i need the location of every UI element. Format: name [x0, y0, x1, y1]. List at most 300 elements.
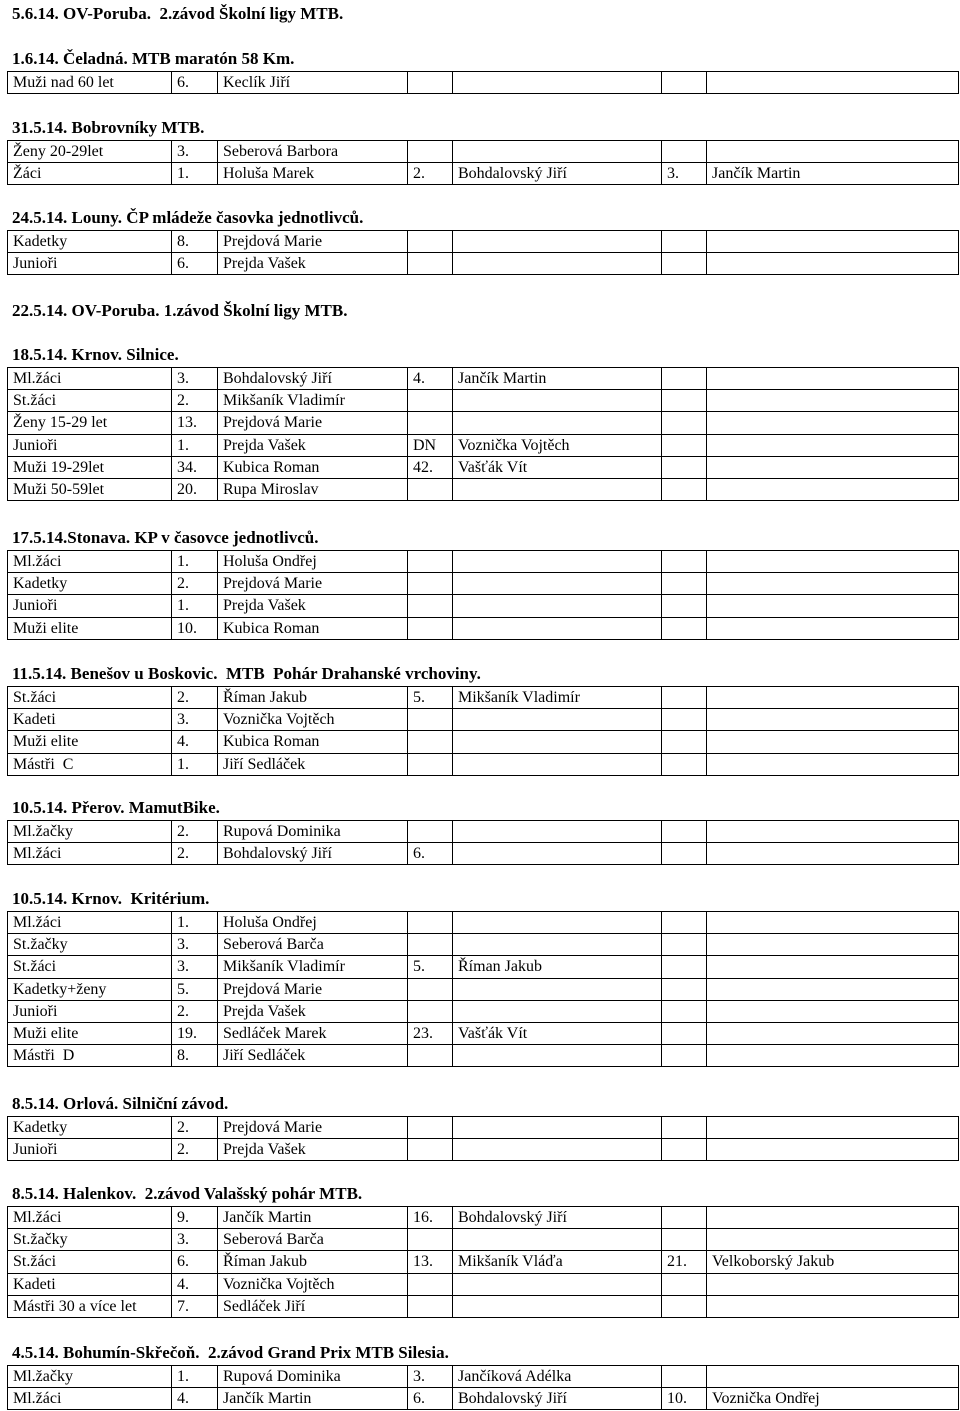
name-3-cell — [707, 434, 959, 456]
place-3-cell — [662, 1366, 707, 1388]
name-2-cell — [453, 1273, 662, 1295]
place-2-cell: 16. — [408, 1207, 453, 1229]
place-1-cell: 19. — [172, 1022, 218, 1044]
category-cell: Kadeti — [8, 709, 172, 731]
event-heading: 24.5.14. Louny. ČP mládeže časovka jednotlivců. — [12, 208, 364, 227]
category-cell: Kadetky — [8, 1117, 172, 1139]
name-3-cell — [707, 1045, 959, 1067]
name-2-cell: Bohdalovský Jiří — [453, 1207, 662, 1229]
category-cell: Muži 50-59let — [8, 478, 172, 500]
place-3-cell — [662, 390, 707, 412]
name-1-cell: Rupová Dominika — [218, 821, 408, 843]
category-cell: Mástři D — [8, 1045, 172, 1067]
name-3-cell — [707, 253, 959, 275]
place-3-cell — [662, 1139, 707, 1161]
event-heading: 10.5.14. Přerov. MamutBike. — [12, 798, 220, 817]
name-3-cell — [707, 753, 959, 775]
name-2-cell — [453, 231, 662, 253]
place-3-cell — [662, 456, 707, 478]
name-3-cell — [707, 72, 959, 94]
name-2-cell — [453, 731, 662, 753]
place-2-cell — [408, 1139, 453, 1161]
place-1-cell: 3. — [172, 141, 218, 163]
event-heading: 8.5.14. Halenkov. 2.závod Valašský pohár MTB. — [12, 1184, 363, 1203]
place-1-cell: 4. — [172, 731, 218, 753]
place-3-cell — [662, 434, 707, 456]
place-3-cell — [662, 912, 707, 934]
place-2-cell: 4. — [408, 368, 453, 390]
name-3-cell — [707, 478, 959, 500]
place-1-cell: 2. — [172, 390, 218, 412]
name-1-cell: Kubica Roman — [218, 456, 408, 478]
results-table — [7, 71, 959, 94]
name-1-cell: Prejda Vašek — [218, 1139, 408, 1161]
place-1-cell: 5. — [172, 978, 218, 1000]
name-2-cell: Bohdalovský Jiří — [453, 1388, 662, 1410]
category-cell: Junioři — [8, 1139, 172, 1161]
place-2-cell — [408, 551, 453, 573]
place-2-cell: 6. — [408, 843, 453, 865]
name-2-cell — [453, 709, 662, 731]
table-row — [8, 687, 959, 709]
place-2-cell — [408, 1295, 453, 1317]
name-1-cell: Kubica Roman — [218, 731, 408, 753]
place-2-cell: 3. — [408, 1366, 453, 1388]
name-3-cell — [707, 1207, 959, 1229]
place-2-cell: 13. — [408, 1251, 453, 1273]
name-2-cell — [453, 1000, 662, 1022]
name-2-cell — [453, 753, 662, 775]
table-row — [8, 956, 959, 978]
category-cell: Kadetky+ženy — [8, 978, 172, 1000]
name-3-cell — [707, 412, 959, 434]
place-2-cell — [408, 478, 453, 500]
category-cell: Mástři C — [8, 753, 172, 775]
name-3-cell — [707, 843, 959, 865]
place-3-cell — [662, 1295, 707, 1317]
name-3-cell — [707, 1273, 959, 1295]
place-3-cell: 21. — [662, 1251, 707, 1273]
name-2-cell: Vašťák Vít — [453, 456, 662, 478]
category-cell: Junioři — [8, 1000, 172, 1022]
category-cell: St.žačky — [8, 934, 172, 956]
name-3-cell — [707, 551, 959, 573]
category-cell: Mástři 30 a více let — [8, 1295, 172, 1317]
place-3-cell — [662, 1022, 707, 1044]
place-1-cell: 2. — [172, 1139, 218, 1161]
name-3-cell — [707, 390, 959, 412]
table-row — [8, 368, 959, 390]
place-2-cell — [408, 595, 453, 617]
table-row — [8, 595, 959, 617]
place-1-cell: 6. — [172, 1251, 218, 1273]
table-row — [8, 1251, 959, 1273]
name-1-cell: Říman Jakub — [218, 1251, 408, 1273]
name-1-cell: Prejdová Marie — [218, 231, 408, 253]
place-2-cell — [408, 731, 453, 753]
name-1-cell: Kubica Roman — [218, 617, 408, 639]
place-1-cell: 1. — [172, 912, 218, 934]
table-row — [8, 709, 959, 731]
place-1-cell: 3. — [172, 956, 218, 978]
name-2-cell: Jančíková Adélka — [453, 1366, 662, 1388]
table-row — [8, 253, 959, 275]
name-1-cell: Prejda Vašek — [218, 253, 408, 275]
place-3-cell — [662, 551, 707, 573]
name-1-cell: Holuša Ondřej — [218, 551, 408, 573]
name-2-cell — [453, 412, 662, 434]
name-3-cell — [707, 231, 959, 253]
name-3-cell — [707, 1117, 959, 1139]
results-table — [7, 140, 959, 185]
place-2-cell — [408, 1117, 453, 1139]
place-3-cell — [662, 934, 707, 956]
results-table — [7, 1365, 959, 1410]
category-cell: Ml.žáci — [8, 368, 172, 390]
name-3-cell — [707, 141, 959, 163]
name-1-cell: Jiří Sedláček — [218, 753, 408, 775]
name-1-cell: Seberová Barbora — [218, 141, 408, 163]
results-table — [7, 911, 959, 1067]
place-3-cell: 3. — [662, 163, 707, 185]
place-2-cell: 2. — [408, 163, 453, 185]
table-row — [8, 456, 959, 478]
table-row — [8, 1207, 959, 1229]
table-row — [8, 912, 959, 934]
results-table — [7, 1206, 959, 1318]
place-3-cell: 10. — [662, 1388, 707, 1410]
table-row — [8, 390, 959, 412]
name-2-cell: Říman Jakub — [453, 956, 662, 978]
table-row — [8, 978, 959, 1000]
place-2-cell: 5. — [408, 956, 453, 978]
name-2-cell — [453, 390, 662, 412]
place-1-cell: 8. — [172, 1045, 218, 1067]
table-row — [8, 1117, 959, 1139]
name-3-cell: Jančík Martin — [707, 163, 959, 185]
place-3-cell — [662, 731, 707, 753]
category-cell: Kadetky — [8, 231, 172, 253]
name-3-cell — [707, 1229, 959, 1251]
name-1-cell: Bohdalovský Jiří — [218, 368, 408, 390]
name-2-cell — [453, 978, 662, 1000]
name-1-cell: Prejdová Marie — [218, 978, 408, 1000]
place-3-cell — [662, 1273, 707, 1295]
name-1-cell: Prejda Vašek — [218, 595, 408, 617]
table-row — [8, 573, 959, 595]
name-1-cell: Keclík Jiří — [218, 72, 408, 94]
place-2-cell — [408, 821, 453, 843]
table-row — [8, 753, 959, 775]
place-2-cell: 5. — [408, 687, 453, 709]
category-cell: Ml.žáci — [8, 1207, 172, 1229]
place-2-cell — [408, 753, 453, 775]
name-1-cell: Voznička Vojtěch — [218, 709, 408, 731]
place-2-cell — [408, 253, 453, 275]
table-row — [8, 617, 959, 639]
place-3-cell — [662, 368, 707, 390]
name-3-cell — [707, 1139, 959, 1161]
name-2-cell — [453, 617, 662, 639]
name-3-cell — [707, 709, 959, 731]
place-1-cell: 20. — [172, 478, 218, 500]
name-2-cell — [453, 1139, 662, 1161]
place-3-cell — [662, 72, 707, 94]
place-3-cell — [662, 573, 707, 595]
name-1-cell: Mikšaník Vladimír — [218, 390, 408, 412]
name-2-cell — [453, 253, 662, 275]
name-3-cell — [707, 1022, 959, 1044]
category-cell: Junioři — [8, 253, 172, 275]
name-3-cell — [707, 1295, 959, 1317]
table-row — [8, 1022, 959, 1044]
category-cell: Ml.žáci — [8, 912, 172, 934]
table-row — [8, 412, 959, 434]
name-1-cell: Jiří Sedláček — [218, 1045, 408, 1067]
category-cell: St.žačky — [8, 1229, 172, 1251]
name-2-cell: Vašťák Vít — [453, 1022, 662, 1044]
results-table — [7, 1116, 959, 1161]
name-2-cell — [453, 912, 662, 934]
place-3-cell — [662, 1117, 707, 1139]
name-3-cell — [707, 573, 959, 595]
category-cell: Kadeti — [8, 1273, 172, 1295]
event-heading: 8.5.14. Orlová. Silniční závod. — [12, 1094, 229, 1113]
place-1-cell: 2. — [172, 821, 218, 843]
table-row — [8, 1229, 959, 1251]
place-2-cell — [408, 912, 453, 934]
category-cell: Ml.žačky — [8, 821, 172, 843]
results-table — [7, 686, 959, 776]
event-heading: 22.5.14. OV-Poruba. 1.závod Školní ligy MTB. — [12, 301, 348, 320]
event-heading: 10.5.14. Krnov. Kritérium. — [12, 889, 210, 908]
event-heading: 17.5.14.Stonava. KP v časovce jednotlivců. — [12, 528, 319, 547]
place-1-cell: 4. — [172, 1273, 218, 1295]
event-heading: 4.5.14. Bohumín-Skřečoň. 2.závod Grand Prix MTB Silesia. — [12, 1343, 449, 1362]
name-1-cell: Sedláček Jiří — [218, 1295, 408, 1317]
name-3-cell — [707, 1000, 959, 1022]
place-1-cell: 3. — [172, 934, 218, 956]
table-row — [8, 843, 959, 865]
table-row — [8, 934, 959, 956]
place-2-cell — [408, 141, 453, 163]
event-heading: 11.5.14. Benešov u Boskovic. MTB Pohár Drahanské vrchoviny. — [12, 664, 481, 683]
place-2-cell — [408, 231, 453, 253]
event-heading: 31.5.14. Bobrovníky MTB. — [12, 118, 205, 137]
name-3-cell — [707, 731, 959, 753]
name-1-cell: Jančík Martin — [218, 1207, 408, 1229]
category-cell: Muži elite — [8, 731, 172, 753]
place-2-cell — [408, 390, 453, 412]
place-3-cell — [662, 956, 707, 978]
category-cell: Junioři — [8, 434, 172, 456]
name-3-cell — [707, 934, 959, 956]
place-2-cell: 42. — [408, 456, 453, 478]
name-1-cell: Bohdalovský Jiří — [218, 843, 408, 865]
name-1-cell: Voznička Vojtěch — [218, 1273, 408, 1295]
place-3-cell — [662, 1000, 707, 1022]
table-row — [8, 141, 959, 163]
name-1-cell: Prejdová Marie — [218, 573, 408, 595]
category-cell: Junioři — [8, 595, 172, 617]
name-3-cell — [707, 1366, 959, 1388]
place-3-cell — [662, 843, 707, 865]
place-1-cell: 3. — [172, 368, 218, 390]
table-row — [8, 478, 959, 500]
category-cell: Ml.žáci — [8, 1388, 172, 1410]
category-cell: Muži 19-29let — [8, 456, 172, 478]
table-row — [8, 163, 959, 185]
table-row — [8, 821, 959, 843]
name-1-cell: Rupová Dominika — [218, 1366, 408, 1388]
category-cell: Muži elite — [8, 1022, 172, 1044]
name-1-cell: Prejda Vašek — [218, 434, 408, 456]
category-cell: Ml.žáci — [8, 843, 172, 865]
name-2-cell — [453, 821, 662, 843]
name-2-cell — [453, 1295, 662, 1317]
name-2-cell — [453, 573, 662, 595]
place-1-cell: 2. — [172, 1000, 218, 1022]
name-3-cell — [707, 456, 959, 478]
name-1-cell: Prejdová Marie — [218, 1117, 408, 1139]
place-1-cell: 2. — [172, 843, 218, 865]
place-2-cell — [408, 72, 453, 94]
name-2-cell — [453, 72, 662, 94]
place-1-cell: 1. — [172, 1366, 218, 1388]
name-2-cell — [453, 1117, 662, 1139]
place-1-cell: 1. — [172, 163, 218, 185]
place-3-cell — [662, 1045, 707, 1067]
place-1-cell: 2. — [172, 687, 218, 709]
place-3-cell — [662, 687, 707, 709]
place-2-cell — [408, 978, 453, 1000]
place-3-cell — [662, 709, 707, 731]
table-row — [8, 1139, 959, 1161]
place-2-cell — [408, 617, 453, 639]
name-3-cell — [707, 956, 959, 978]
category-cell: Muži nad 60 let — [8, 72, 172, 94]
table-row — [8, 1295, 959, 1317]
event-heading: 5.6.14. OV-Poruba. 2.závod Školní ligy MTB. — [12, 4, 344, 23]
place-1-cell: 2. — [172, 573, 218, 595]
name-1-cell: Sedláček Marek — [218, 1022, 408, 1044]
table-row — [8, 1366, 959, 1388]
name-2-cell: Jančík Martin — [453, 368, 662, 390]
name-1-cell: Mikšaník Vladimír — [218, 956, 408, 978]
place-2-cell — [408, 573, 453, 595]
name-2-cell: Voznička Vojtěch — [453, 434, 662, 456]
category-cell: St.žáci — [8, 390, 172, 412]
table-row — [8, 231, 959, 253]
name-3-cell — [707, 978, 959, 1000]
table-row — [8, 1000, 959, 1022]
place-1-cell: 1. — [172, 434, 218, 456]
place-1-cell: 1. — [172, 551, 218, 573]
results-table — [7, 367, 959, 501]
place-2-cell — [408, 709, 453, 731]
table-row — [8, 434, 959, 456]
place-1-cell: 7. — [172, 1295, 218, 1317]
place-2-cell: 23. — [408, 1022, 453, 1044]
name-2-cell: Mikšaník Vladimír — [453, 687, 662, 709]
name-3-cell — [707, 368, 959, 390]
place-1-cell: 1. — [172, 595, 218, 617]
category-cell: Ženy 15-29 let — [8, 412, 172, 434]
name-2-cell — [453, 1229, 662, 1251]
place-1-cell: 1. — [172, 753, 218, 775]
place-3-cell — [662, 821, 707, 843]
name-2-cell — [453, 843, 662, 865]
category-cell: Žáci — [8, 163, 172, 185]
category-cell: Muži elite — [8, 617, 172, 639]
place-3-cell — [662, 1229, 707, 1251]
results-table — [7, 230, 959, 275]
place-1-cell: 6. — [172, 253, 218, 275]
name-1-cell: Jančík Martin — [218, 1388, 408, 1410]
category-cell: St.žáci — [8, 956, 172, 978]
name-2-cell — [453, 1045, 662, 1067]
table-row — [8, 551, 959, 573]
name-1-cell: Prejda Vašek — [218, 1000, 408, 1022]
place-3-cell — [662, 478, 707, 500]
name-2-cell: Bohdalovský Jiří — [453, 163, 662, 185]
place-3-cell — [662, 978, 707, 1000]
name-1-cell: Holuša Marek — [218, 163, 408, 185]
results-table — [7, 550, 959, 640]
table-row — [8, 72, 959, 94]
place-3-cell — [662, 141, 707, 163]
place-3-cell — [662, 231, 707, 253]
name-1-cell: Říman Jakub — [218, 687, 408, 709]
place-1-cell: 4. — [172, 1388, 218, 1410]
place-1-cell: 3. — [172, 709, 218, 731]
name-3-cell: Velkoborský Jakub — [707, 1251, 959, 1273]
place-1-cell: 9. — [172, 1207, 218, 1229]
place-1-cell: 13. — [172, 412, 218, 434]
place-3-cell — [662, 1207, 707, 1229]
category-cell: St.žáci — [8, 687, 172, 709]
place-1-cell: 8. — [172, 231, 218, 253]
place-3-cell — [662, 412, 707, 434]
table-row — [8, 1273, 959, 1295]
place-2-cell — [408, 1045, 453, 1067]
event-heading: 1.6.14. Čeladná. MTB maratón 58 Km. — [12, 49, 295, 68]
name-3-cell — [707, 912, 959, 934]
name-2-cell — [453, 934, 662, 956]
place-2-cell: DN — [408, 434, 453, 456]
place-1-cell: 10. — [172, 617, 218, 639]
name-3-cell — [707, 617, 959, 639]
name-3-cell — [707, 821, 959, 843]
name-1-cell: Prejdová Marie — [218, 412, 408, 434]
place-2-cell: 6. — [408, 1388, 453, 1410]
place-3-cell — [662, 753, 707, 775]
place-2-cell — [408, 1229, 453, 1251]
name-2-cell — [453, 595, 662, 617]
name-2-cell — [453, 551, 662, 573]
place-3-cell — [662, 253, 707, 275]
name-2-cell — [453, 478, 662, 500]
place-1-cell: 2. — [172, 1117, 218, 1139]
category-cell: Ženy 20-29let — [8, 141, 172, 163]
event-heading: 18.5.14. Krnov. Silnice. — [12, 345, 179, 364]
place-1-cell: 6. — [172, 72, 218, 94]
category-cell: Ml.žáci — [8, 551, 172, 573]
place-3-cell — [662, 595, 707, 617]
place-2-cell — [408, 1273, 453, 1295]
place-1-cell: 34. — [172, 456, 218, 478]
name-1-cell: Rupa Miroslav — [218, 478, 408, 500]
